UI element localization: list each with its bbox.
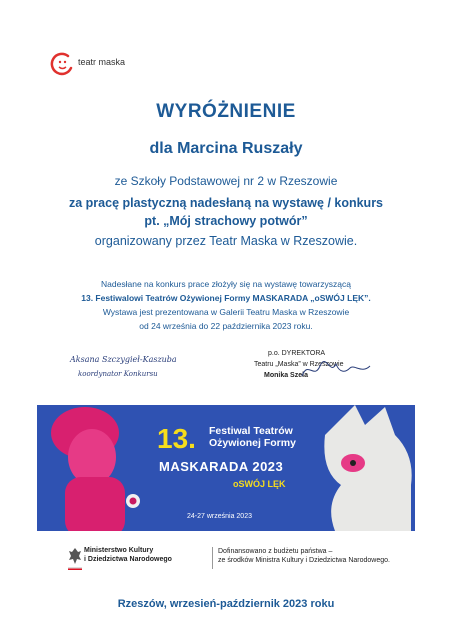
school-line: ze Szkoły Podstawowej nr 2 w Rzeszowie [114,174,338,188]
exhibition-line-4: od 24 września do 22 października 2023 roku. [139,321,313,331]
coordinator-signature [60,353,230,389]
festival-line-2: Ożywionej Formy [209,437,296,449]
ministry-logo [68,547,218,573]
white-dog-image [315,405,415,531]
festival-title: MASKARADA 2023 [159,459,284,474]
exhibition-line-2: 13. Festiwalowi Teatrów Ożywionej Formy MASKARADA „oSWÓJ LĘK”. [81,293,371,303]
organizer-line: organizowany przez Teatr Maska w Rzeszowie. [94,234,358,248]
festival-name [209,425,329,449]
teatr-maska-logo [50,52,170,80]
recipient-name: dla Marcina Ruszały [149,140,303,157]
festival-dates: 24-27 września 2023 [187,513,252,520]
eagle-emblem-icon [68,547,82,565]
flag-bar-icon [68,567,82,570]
director-org: Teatru „Maska” w Rzeszowie [254,361,344,368]
funding-line-1: Dofinansowano z budżetu państwa – [218,548,333,555]
exhibition-line-3: Wystawa jest prezentowana w Galerii Teatru Maska w Rzeszowie [102,307,350,317]
place-and-date: Rzeszów, wrzesień-październik 2023 roku [117,598,335,610]
ministry-line-2: i Dziedzictwa Narodowego [84,556,172,563]
director-title: p.o. DYREKTORA [268,350,326,357]
festival-line-1: Festiwal Teatrów [209,425,293,437]
work-line: za pracę plastyczną nadesłaną na wystawę / konkurs [68,196,384,210]
exhibition-line-1: Nadesłane na konkurs prace złożyły się na wystawę towarzyszącą [101,279,351,289]
ministry-line-1: Ministerstwo Kultury [84,547,154,554]
director-signature [254,350,382,394]
festival-theme: oSWÓJ LĘK [233,479,286,489]
logo-text: teatr maska [78,57,126,67]
handwritten-signature-icon [300,356,380,382]
coordinator-name: Aksana Szczygieł-Kaszuba [70,355,177,364]
coordinator-role: koordynator Konkursu [78,370,158,378]
divider [212,547,213,569]
director-name: Monika Szela [264,372,308,379]
festival-banner [37,405,415,531]
edition-number: 13. [157,423,196,454]
pink-statue-image [37,405,167,531]
contest-title-line: pt. „Mój strachowy potwór” [144,214,308,228]
funding-line-2: ze środków Ministra Kultury i Dziedzictwa Narodowego. [218,557,390,564]
certificate-title: WYRÓŻNIENIE [156,101,296,122]
funding-note [218,547,418,565]
mask-smile-icon [50,52,74,76]
